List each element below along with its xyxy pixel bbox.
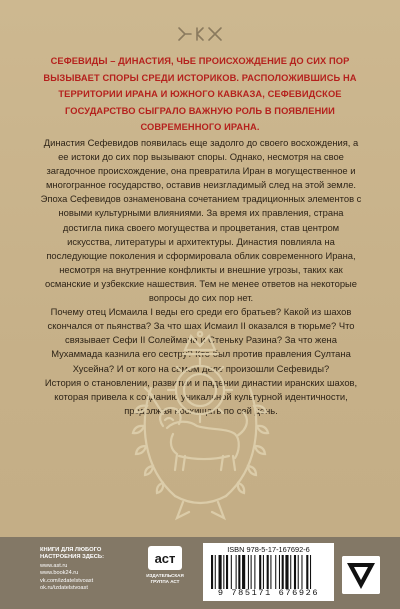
lion-and-sun-emblem: [123, 328, 278, 533]
publisher-links: [40, 563, 140, 592]
v-triangle-logo: [342, 556, 380, 594]
description-paragraph: Династия Сефевидов появилась еще задолго до своего восхождения, а ее истоки до сих пор вызывают споры. Однако, несмотря на свое загадочное происхождение, она превратила Иран в могущественное и многогранное государство, оставив неизгладимый след на этой земле.: [43, 137, 359, 191]
lead-text: СЕФЕВИДЫ – ДИНАСТИЯ, ЧЬЕ ПРОИСХОЖДЕНИЕ ДО СИХ ПОР ВЫЗЫВАЕТ СПОРЫ СРЕДИ ИСТОРИКОВ. РАСПОЛОЖИВШИСЬ НА ТЕРРИТОРИИ ИРАНА И ЮЖНОГО КАВКАЗА, СЕФЕВИДСКОЕ ГОСУДАРСТВО СЫГРАЛО ВАЖНУЮ РОЛЬ В ПОЯВЛЕНИИ СОВРЕМЕННОГО ИРАНА.: [43, 56, 357, 132]
ast-logo: аст: [148, 546, 182, 570]
ean-number: 9 785171 676926: [217, 588, 320, 598]
ok-link[interactable]: ok.ru/izdatelstvoast: [40, 584, 88, 591]
website-link[interactable]: www.ast.ru: [40, 563, 68, 569]
publisher-heading: КНИГИ ДЛЯ ЛЮБОГО НАСТРОЕНИЯ ЗДЕСЬ:: [40, 547, 105, 560]
barcode: [203, 543, 334, 601]
barcode-bars: [211, 555, 327, 589]
ast-logo-caption: ИЗДАТЕЛЬСКАЯ ГРУППА АСТ: [146, 573, 184, 584]
website-link[interactable]: www.book24.ru: [40, 570, 79, 577]
ornament-icon: [175, 25, 225, 43]
vk-link[interactable]: vk.com/izdatelstvoast: [40, 577, 94, 584]
isbn-number: ISBN 978-5-17-167692-6: [227, 545, 310, 554]
description-paragraph: История о становлении, развитии и падении династии иранских шахов, которая привела к созданию уникальной культурной идентичности, продолжая восхищать по сей день.: [44, 376, 358, 416]
description-paragraph: Почему отец Исмаила I веды его среди его братьев? Какой из шахов скончался от пьянства? За что шах Исмаил II оказался в тюрьме? Что связывает Сефи II Солеймана и Стеньку Разина? За что жена Мухаммада казнила его сестру? Кто был против правления Султана Хусейна? И от кого на самом деле произошли Сефевиды?: [47, 306, 355, 374]
description-paragraph: Эпоха Сефевидов ознаменована сочетанием традиционных элементов с новыми культурными влияниями. За время их правления, страна достигла пика своего могущества и процветания, став центром искусства, литературы и архитектуры. Династия повлияла на последующие поколения и сформировала облик современного Ирана, несмотря на внутренние конфликты и внешние угрозы, таких как османские и узбекские нашествия. Тем не менее ответов на некоторые вопросы до сих пор нет.: [40, 193, 362, 304]
